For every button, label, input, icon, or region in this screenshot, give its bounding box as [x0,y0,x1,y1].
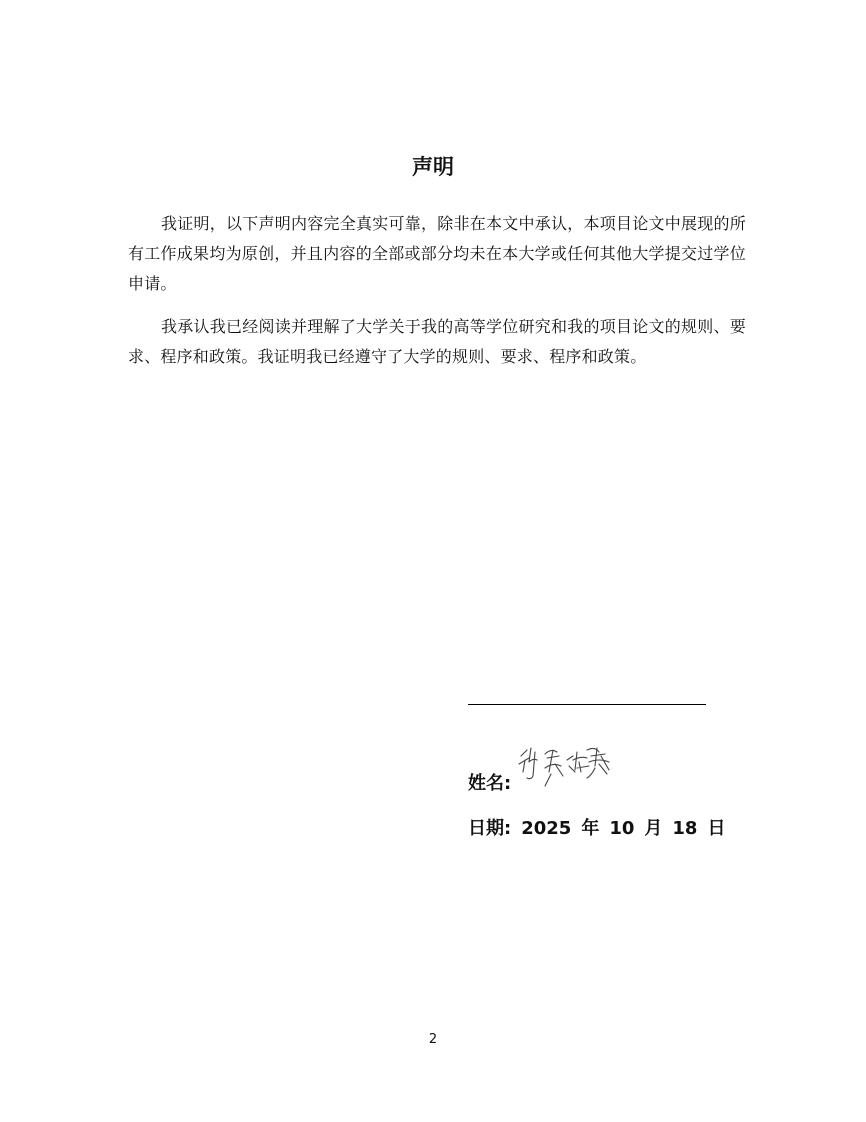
date-label: 日期: [468,818,512,839]
date-month-unit: 月 [644,818,663,839]
page-number: 2 [428,1032,438,1047]
declaration-paragraph-2: 我承认我已经阅读并理解了大学关于我的高等学位研究和我的项目论文的规则、要求、程序和政策。我证明我已经遵守了大学的规则、要求、程序和政策。 [128,317,746,366]
date-month: 10 [609,818,635,839]
date-line [468,815,725,843]
signature-line [468,704,706,705]
document-title: 声明 [412,155,454,179]
name-label: 姓名: [468,773,512,794]
handwritten-signature [515,742,613,790]
date-day: 18 [672,818,698,839]
declaration-paragraph-1: 我证明，以下声明内容完全真实可靠，除非在本文中承认，本项目论文中展现的所有工作成果均为原创，并且内容的全部或部分均未在本大学或任何其他大学提交过学位申请。 [128,214,746,293]
date-year-unit: 年 [581,818,600,839]
date-year: 2025 [521,818,572,839]
date-day-unit: 日 [707,818,726,839]
